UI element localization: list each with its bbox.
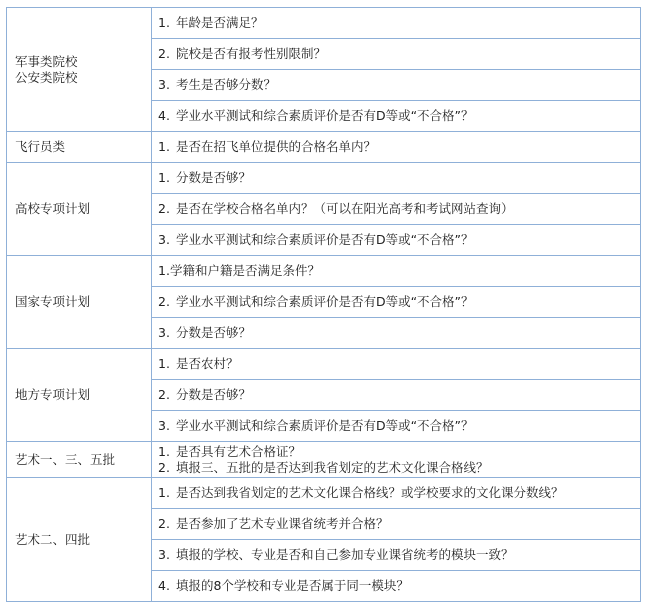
- item-text: 分数是否够？: [175, 387, 251, 402]
- item-cell: [152, 540, 641, 571]
- item-number: 3.: [158, 547, 170, 562]
- table-row: [7, 478, 641, 509]
- item-cell: [152, 101, 641, 132]
- item-number: 2.: [158, 459, 170, 475]
- item-number: 4.: [158, 108, 170, 123]
- item-cell: [152, 225, 641, 256]
- item-line: [158, 460, 640, 476]
- item-number: 1.: [158, 263, 170, 278]
- item-cell: [152, 478, 641, 509]
- item-number: 1.: [158, 356, 170, 371]
- item-cell: [152, 163, 641, 194]
- category-label: 艺术一、三、五批: [15, 451, 116, 467]
- item-number: 2.: [158, 387, 170, 402]
- item-text: 填报三、五批的是否达到我省划定的艺术文化课合格线？: [175, 459, 489, 475]
- item-cell: [152, 442, 641, 478]
- item-number: 2.: [158, 294, 170, 309]
- item-text: 分数是否够？: [175, 325, 251, 340]
- category-label: 国家专项计划: [15, 294, 91, 309]
- item-text: 填报的8个学校和专业是否属于同一模块？: [175, 578, 409, 593]
- item-text: 学业水平测试和综合素质评价是否有D等或“不合格”？: [175, 294, 474, 309]
- item-cell: [152, 8, 641, 39]
- item-number: 4.: [158, 578, 170, 593]
- table-row: [7, 132, 641, 163]
- item-number: 2.: [158, 46, 170, 61]
- table-row: [7, 163, 641, 194]
- item-text: 是否达到我省划定的艺术文化课合格线？或学校要求的文化课分数线？: [175, 485, 564, 500]
- category-cell: [7, 132, 152, 163]
- item-text: 学籍和户籍是否满足条件？: [169, 263, 320, 278]
- item-number: 3.: [158, 325, 170, 340]
- item-text: 学业水平测试和综合素质评价是否有D等或“不合格”？: [175, 232, 474, 247]
- item-cell: [152, 39, 641, 70]
- item-line: [158, 444, 640, 460]
- checklist-table: [6, 7, 641, 602]
- item-text: 是否在招飞单位提供的合格名单内？: [175, 139, 376, 154]
- item-number: 2.: [158, 516, 170, 531]
- category-label: 地方专项计划: [15, 387, 91, 402]
- category-label: 飞行员类: [15, 139, 66, 154]
- item-number: 3.: [158, 77, 170, 92]
- item-text: 是否具有艺术合格证？: [175, 443, 301, 459]
- item-cell: [152, 132, 641, 163]
- category-cell: [7, 256, 152, 349]
- item-cell: [152, 194, 641, 225]
- table-row: [7, 442, 641, 478]
- item-number: 3.: [158, 232, 170, 247]
- item-cell: [152, 411, 641, 442]
- category-cell: [7, 478, 152, 602]
- category-cell: [7, 349, 152, 442]
- table-row: [7, 8, 641, 39]
- item-text: 学业水平测试和综合素质评价是否有D等或“不合格”？: [175, 108, 474, 123]
- item-text: 分数是否够？: [175, 170, 251, 185]
- item-number: 1.: [158, 15, 170, 30]
- item-text: 年龄是否满足？: [175, 15, 264, 30]
- item-number: 1.: [158, 139, 170, 154]
- item-cell: [152, 380, 641, 411]
- item-number: 1.: [158, 170, 170, 185]
- category-label: 高校专项计划: [15, 201, 91, 216]
- category-label: 公安类院校: [15, 69, 78, 85]
- item-cell: [152, 318, 641, 349]
- item-text: 学业水平测试和综合素质评价是否有D等或“不合格”？: [175, 418, 474, 433]
- item-number: 3.: [158, 418, 170, 433]
- category-label: 军事类院校: [15, 53, 78, 69]
- table-row: [7, 256, 641, 287]
- item-text: 是否在学校合格名单内？（可以在阳光高考和考试网站查询）: [175, 201, 514, 216]
- item-cell: [152, 256, 641, 287]
- category-cell: [7, 8, 152, 132]
- item-text: 是否参加了艺术专业课省统考并合格？: [175, 516, 389, 531]
- item-text: 是否农村？: [175, 356, 239, 371]
- category-cell: [7, 442, 152, 478]
- category-cell: [7, 163, 152, 256]
- item-text: 考生是否够分数？: [175, 77, 276, 92]
- item-number: 2.: [158, 201, 170, 216]
- item-text: 填报的学校、专业是否和自己参加专业课省统考的模块一致？: [175, 547, 514, 562]
- item-cell: [152, 70, 641, 101]
- category-label: 艺术二、四批: [15, 531, 91, 547]
- item-text: 院校是否有报考性别限制？: [175, 46, 326, 61]
- item-number: 1.: [158, 443, 170, 459]
- item-cell: [152, 571, 641, 602]
- table-row: [7, 349, 641, 380]
- item-cell: [152, 349, 641, 380]
- item-number: 1.: [158, 485, 170, 500]
- item-cell: [152, 287, 641, 318]
- item-cell: [152, 509, 641, 540]
